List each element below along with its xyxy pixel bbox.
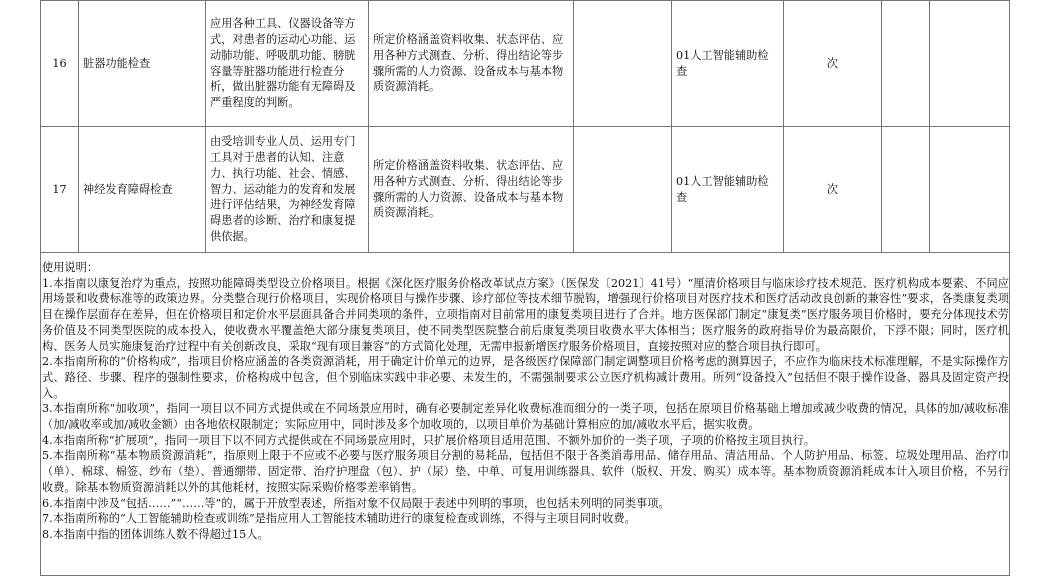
- pricing-unit: 次: [784, 1, 882, 127]
- pricing-unit: 次: [784, 127, 882, 253]
- item-table: [40, 0, 1010, 253]
- item-number: 17: [41, 127, 79, 253]
- note-item: 4.本指南所称“扩展项”，指同一项目下以不同方式提供或在不同场景应用时，只扩展价格项目适用范围、不额外加价的一类子项，子项的价格按主项目执行。: [42, 433, 816, 447]
- table-row: [41, 127, 1010, 253]
- empty-cell: [574, 127, 672, 253]
- note-item: 8.本指南中指的团体训练人数不得超过15人。: [42, 527, 269, 541]
- notes-title: 使用说明：: [42, 261, 99, 274]
- price-composition: 所定价格涵盖资料收集、状态评估、应用各种方式测查、分析、得出结论等步骤所需的人力资源、设备成本与基本物质资源消耗。: [369, 1, 574, 127]
- item-name: 神经发育障碍检查: [79, 127, 206, 253]
- table-row: [41, 1, 1010, 127]
- service-content: 由受培训专业人员、运用专门工具对于患者的认知、注意力、执行功能、社会、情感、智力、运动能力的发育和发展进行评估结果，为神经发育障碍患者的诊断、治疗和康复提供依据。: [206, 127, 369, 253]
- note-item: 1.本指南以康复治疗为重点，按照功能障碍类型设立价格项目。根据《深化医疗服务价格改革试点方案》（医保发〔2021〕41号）“厘清价格项目与临床诊疗技术规范、医疗机构成本要素、不同应用场景和收费标准等的政策边界。分类整合现行价格项目，实现价格项目与操作步骤、诊疗部位等技术细节脱钩，增强现行价格项目对医疗技术和医疗活动改良创新的兼容性”要求，各类康复类项目在操作层面存在差异，但在价格项目和定价水平层面具备合并同类项的条件，立项指南对目前常用的康复类项目进行了合并。地方医保部门制定“康复类”医疗服务项目价格时，要充分体现技术劳务价值及不同类型医院的成本投入，使收费水平覆盖绝大部分康复类项目，使不同类型医院整合前后康复类项目收费水平大体相当；医疗服务的政府指导价为最高限价，下浮不限；同时，医疗机构、医务人员实施康复治疗过程中有关创新改良，采取“现有项目兼容”的方式简化处理，无需申报新增医疗服务价格项目，直接按照对应的整合项目执行即可。: [42, 276, 1009, 353]
- note-item: 5.本指南所称“基本物质资源消耗”，指原则上限于不应或不必要与医疗服务项目分割的易耗品，包括但不限于各类消毒用品、储存用品、清洁用品、个人防护用品、标签、垃圾处理用品、治疗巾（单）、棉球、棉签、纱布（垫）、普通绷带、固定带、治疗护理盘（包）、护（尿）垫、中单、可复用训练器具、软件（版权、开发、购买）成本等。基本物质资源消耗成本计入项目价格，不另行收费。除基本物质资源消耗以外的其他耗材，按照实际采购价格零差率销售。: [42, 449, 1009, 494]
- empty-cell: [882, 1, 930, 127]
- price-composition: 所定价格涵盖资料收集、状态评估、应用各种方式测查、分析、得出结论等步骤所需的人力资源、设备成本与基本物质资源消耗。: [369, 127, 574, 253]
- empty-cell: [574, 1, 672, 127]
- usage-notes: [40, 253, 1010, 576]
- empty-cell: [882, 127, 930, 253]
- empty-cell: [930, 1, 1010, 127]
- addon-item: 01人工智能辅助检查: [672, 1, 784, 127]
- note-item: 3.本指南所称“加收项”，指同一项目以不同方式提供或在不同场景应用时，确有必要制定差异化收费标准而细分的一类子项，包括在原项目价格基础上增加或减少收费的情况，具体的加/减收标准（加/减收率或加/减收金额）由各地依权限制定；实际应用中，同时涉及多个加收项的，以项目单价为基础计算相应的加/减收水平后，据实收费。: [42, 402, 1009, 432]
- note-item: 7.本指南所称的“人工智能辅助检查或训练”是指应用人工智能技术辅助进行的康复检查或训练，不得与主项目同时收费。: [42, 512, 636, 526]
- service-content: 应用各种工具、仪器设备等方式，对患者的运动心功能、运动肺功能、呼吸肌功能、膀胱容量等脏器功能进行检查分析，做出脏器功能有无障碍及严重程度的判断。: [206, 1, 369, 127]
- note-item: 6.本指南中涉及“包括……”“……等”的，属于开放型表述，所指对象不仅局限于表述中列明的事项，也包括未列明的同类事项。: [42, 496, 670, 510]
- note-item: 2.本指南所称的“价格构成”，指项目价格应涵盖的各类资源消耗，用于确定计价单元的边界，是各级医疗保障部门制定调整项目价格考虑的测算因子，不应作为临床技术标准理解，不是实际操作方式、路径、步骤、程序的强制性要求，价格构成中包含，但个别临床实践中非必要、未发生的，不需强制要求公立医疗机构减计费用。所列“设备投入”包括但不限于操作设备、器具及固定资产投入。: [42, 355, 1009, 400]
- empty-cell: [930, 127, 1010, 253]
- item-number: 16: [41, 1, 79, 127]
- addon-item: 01人工智能辅助检查: [672, 127, 784, 253]
- item-name: 脏器功能检查: [79, 1, 206, 127]
- price-guide-sheet: [40, 0, 1009, 568]
